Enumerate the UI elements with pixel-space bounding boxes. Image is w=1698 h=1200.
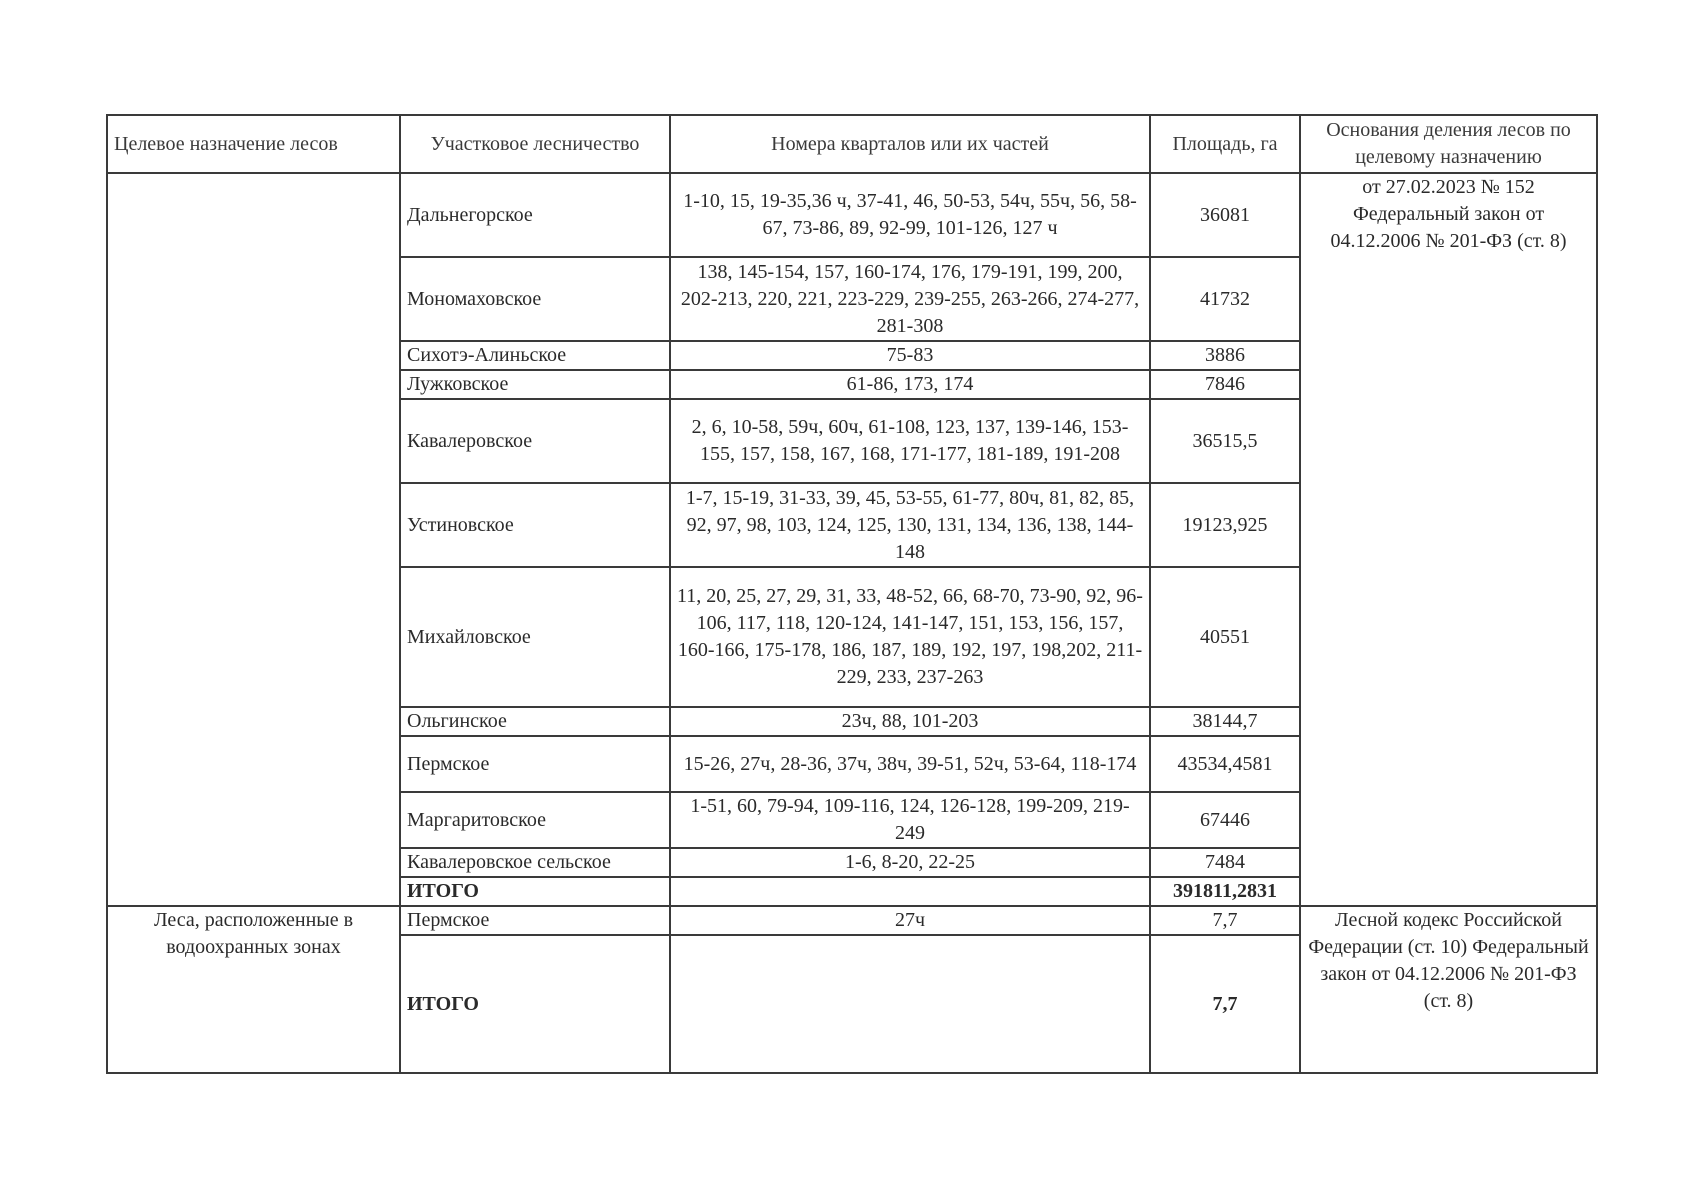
header-area: Площадь, га: [1150, 115, 1300, 173]
forestry-name: Мономаховское: [400, 257, 670, 341]
table-row: [107, 173, 1597, 257]
quarters-cell: 1-6, 8-20, 22-25: [670, 848, 1150, 877]
quarters-cell: 1-7, 15-19, 31-33, 39, 45, 53-55, 61-77, 80ч, 81, 82, 85, 92, 97, 98, 103, 124, 125, 130, 131, 134, 136, 138, 144-148: [670, 483, 1150, 567]
header-quarters: Номера кварталов или их частей: [670, 115, 1150, 173]
forest-purpose-table: [106, 114, 1598, 1074]
quarters-cell: 15-26, 27ч, 28-36, 37ч, 38ч, 39-51, 52ч, 53-64, 118-174: [670, 736, 1150, 792]
section2-purpose-cell: Леса, расположенные в водоохранных зонах: [107, 906, 400, 1073]
quarters-cell: 23ч, 88, 101-203: [670, 707, 1150, 736]
forestry-name: Сихотэ-Алиньское: [400, 341, 670, 370]
area-cell: 3886: [1150, 341, 1300, 370]
area-cell: 7846: [1150, 370, 1300, 399]
area-cell: 43534,4581: [1150, 736, 1300, 792]
quarters-cell: 61-86, 173, 174: [670, 370, 1150, 399]
area-cell: 67446: [1150, 792, 1300, 848]
forestry-name: Дальнегорское: [400, 173, 670, 257]
total-area: 7,7: [1150, 935, 1300, 1073]
forestry-name: Пермское: [400, 736, 670, 792]
forestry-name: Ольгинское: [400, 707, 670, 736]
area-cell: 38144,7: [1150, 707, 1300, 736]
area-cell: 7484: [1150, 848, 1300, 877]
forestry-name: Кавалеровское: [400, 399, 670, 483]
total-quarters-cell: [670, 877, 1150, 906]
total-label: ИТОГО: [400, 877, 670, 906]
header-forestry: Участковое лесничество: [400, 115, 670, 173]
header-purpose: Целевое назначение лесов: [107, 115, 400, 173]
section1-basis-cell: от 27.02.2023 № 152 Федеральный закон от 04.12.2006 № 201-ФЗ (ст. 8): [1300, 173, 1597, 906]
total-area: 391811,2831: [1150, 877, 1300, 906]
total-label: ИТОГО: [400, 935, 670, 1073]
forestry-name: Маргаритовское: [400, 792, 670, 848]
forestry-name: Кавалеровское сельское: [400, 848, 670, 877]
forestry-name: Михайловское: [400, 567, 670, 707]
area-cell: 19123,925: [1150, 483, 1300, 567]
total-quarters-cell: [670, 935, 1150, 1073]
quarters-cell: 75-83: [670, 341, 1150, 370]
area-cell: 41732: [1150, 257, 1300, 341]
section2-basis-cell: Лесной кодекс Российской Федерации (ст. 10) Федеральный закон от 04.12.2006 № 201-ФЗ (ст. 8): [1300, 906, 1597, 1073]
area-cell: 7,7: [1150, 906, 1300, 935]
section1-purpose-cell: [107, 173, 400, 906]
table-header-row: [107, 115, 1597, 173]
forestry-name: Пермское: [400, 906, 670, 935]
quarters-cell: 27ч: [670, 906, 1150, 935]
header-basis: Основания деления лесов по целевому назначению: [1300, 115, 1597, 173]
forestry-name: Устиновское: [400, 483, 670, 567]
quarters-cell: 138, 145-154, 157, 160-174, 176, 179-191, 199, 200, 202-213, 220, 221, 223-229, 239-255, 263-266, 274-277, 281-308: [670, 257, 1150, 341]
quarters-cell: 2, 6, 10-58, 59ч, 60ч, 61-108, 123, 137, 139-146, 153-155, 157, 158, 167, 168, 171-177, 181-189, 191-208: [670, 399, 1150, 483]
quarters-cell: 1-51, 60, 79-94, 109-116, 124, 126-128, 199-209, 219-249: [670, 792, 1150, 848]
area-cell: 40551: [1150, 567, 1300, 707]
quarters-cell: 1-10, 15, 19-35,36 ч, 37-41, 46, 50-53, 54ч, 55ч, 56, 58-67, 73-86, 89, 92-99, 101-126, 127 ч: [670, 173, 1150, 257]
area-cell: 36515,5: [1150, 399, 1300, 483]
quarters-cell: 11, 20, 25, 27, 29, 31, 33, 48-52, 66, 68-70, 73-90, 92, 96-106, 117, 118, 120-124, 141-147, 151, 153, 156, 157, 160-166, 175-178, 186, 187, 189, 192, 197, 198,202, 211-229, 233, 237-263: [670, 567, 1150, 707]
table-row: [107, 906, 1597, 935]
area-cell: 36081: [1150, 173, 1300, 257]
forestry-name: Лужковское: [400, 370, 670, 399]
